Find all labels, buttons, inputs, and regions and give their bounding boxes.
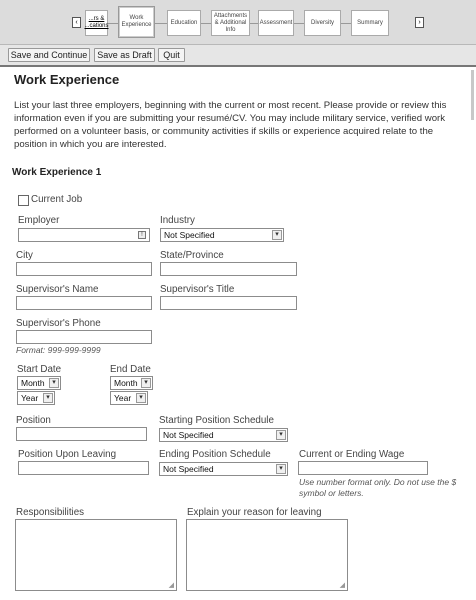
end-year-value: Year (114, 393, 132, 403)
start-month-select[interactable] (17, 376, 61, 390)
wage-input[interactable] (298, 461, 428, 475)
responsibilities-label: Responsibilities (16, 507, 85, 518)
step-attachments[interactable] (211, 10, 250, 36)
quit-button[interactable]: Quit (158, 48, 185, 62)
step-navigator (0, 0, 476, 45)
end-date-label: End Date (110, 364, 151, 375)
step-connector (250, 23, 258, 24)
ending-schedule-label: Ending Position Schedule (159, 449, 271, 460)
supervisor-phone-input[interactable] (16, 330, 152, 344)
ending-schedule-select[interactable] (159, 462, 288, 476)
current-job-label: Current Job (31, 194, 83, 205)
step-label: Education (170, 19, 198, 26)
supervisor-title-label: Supervisor's Title (160, 284, 235, 295)
step-diversity[interactable] (304, 10, 341, 36)
next-step-arrow-icon[interactable]: › (415, 17, 424, 28)
save-and-continue-button[interactable]: Save and Continue (8, 48, 90, 62)
scrollbar[interactable] (471, 70, 474, 120)
supervisor-name-input[interactable] (16, 296, 152, 310)
action-toolbar (0, 45, 476, 65)
step-education[interactable] (167, 10, 201, 36)
step-label: ...rs & ...cations (84, 16, 109, 29)
reason-leaving-textarea[interactable] (186, 519, 348, 591)
page-title: Work Experience (14, 72, 120, 87)
industry-label: Industry (160, 215, 195, 226)
step-label: Assessment (259, 19, 293, 26)
start-year-select[interactable] (17, 391, 55, 405)
ending-schedule-value: Not Specified (163, 464, 214, 474)
position-label: Position (16, 415, 51, 426)
divider (0, 65, 476, 67)
city-input[interactable] (16, 262, 152, 276)
supervisor-name-label: Supervisor's Name (16, 284, 99, 295)
starting-schedule-label: Starting Position Schedule (159, 415, 274, 426)
step-connector (341, 23, 351, 24)
position-leaving-label: Position Upon Leaving (18, 449, 117, 460)
chevron-down-icon: ▾ (136, 393, 146, 403)
position-leaving-input[interactable] (18, 461, 149, 475)
alert-icon: ! (138, 231, 146, 239)
chevron-down-icon: ▾ (141, 378, 151, 388)
city-label: City (16, 250, 33, 261)
industry-value: Not Specified (164, 230, 215, 240)
end-month-select[interactable] (110, 376, 153, 390)
step-label: Work Experience (121, 15, 152, 28)
start-date-label: Start Date (17, 364, 62, 375)
end-month-value: Month (114, 378, 138, 388)
start-month-value: Month (21, 378, 45, 388)
reason-leaving-label: Explain your reason for leaving (187, 507, 322, 518)
step-connector (155, 23, 167, 24)
step-quals[interactable] (85, 10, 108, 36)
phone-format-hint: Format: 999-999-9999 (16, 345, 101, 355)
resize-grip-icon[interactable]: ◢ (339, 582, 345, 589)
wage-label: Current or Ending Wage (299, 449, 405, 460)
industry-select[interactable] (160, 228, 284, 242)
state-label: State/Province (160, 250, 224, 261)
step-connector (108, 23, 118, 24)
starting-schedule-value: Not Specified (163, 430, 214, 440)
position-input[interactable] (16, 427, 147, 441)
section-title: Work Experience 1 (12, 167, 102, 178)
step-label: Summary (357, 19, 383, 26)
chevron-down-icon: ▾ (276, 464, 286, 474)
chevron-down-icon: ▾ (276, 430, 286, 440)
step-summary[interactable] (351, 10, 389, 36)
starting-schedule-select[interactable] (159, 428, 288, 442)
intro-text: List your last three employers, beginning with the current or most recent. Please provide or review this information even if you are submitting your resumé/CV. You may include military service, verified work performed on a volunteer basis, or community activities if skills or experience acquired relate to the position in which you are interested. (14, 100, 447, 150)
responsibilities-textarea[interactable] (15, 519, 177, 591)
supervisor-title-input[interactable] (160, 296, 297, 310)
resize-grip-icon[interactable]: ◢ (168, 582, 174, 589)
step-connector (294, 23, 304, 24)
save-as-draft-button[interactable]: Save as Draft (94, 48, 155, 62)
step-assessment[interactable] (258, 10, 294, 36)
step-work-experience[interactable] (118, 6, 155, 38)
supervisor-phone-label: Supervisor's Phone (16, 318, 101, 329)
prev-step-arrow-icon[interactable]: ‹ (72, 17, 81, 28)
chevron-down-icon: ▾ (272, 230, 282, 240)
chevron-down-icon: ▾ (49, 378, 59, 388)
chevron-down-icon: ▾ (43, 393, 53, 403)
employer-input[interactable] (18, 228, 150, 242)
employer-label: Employer (18, 215, 60, 226)
step-label: Attachments & Additional Info (213, 12, 248, 33)
state-input[interactable] (160, 262, 297, 276)
step-connector (201, 23, 211, 24)
start-year-value: Year (21, 393, 39, 403)
wage-hint: Use number format only. Do not use the $ symbol or letters. (299, 477, 457, 498)
end-year-select[interactable] (110, 391, 148, 405)
current-job-checkbox[interactable] (18, 195, 29, 206)
step-label: Diversity (310, 19, 334, 26)
